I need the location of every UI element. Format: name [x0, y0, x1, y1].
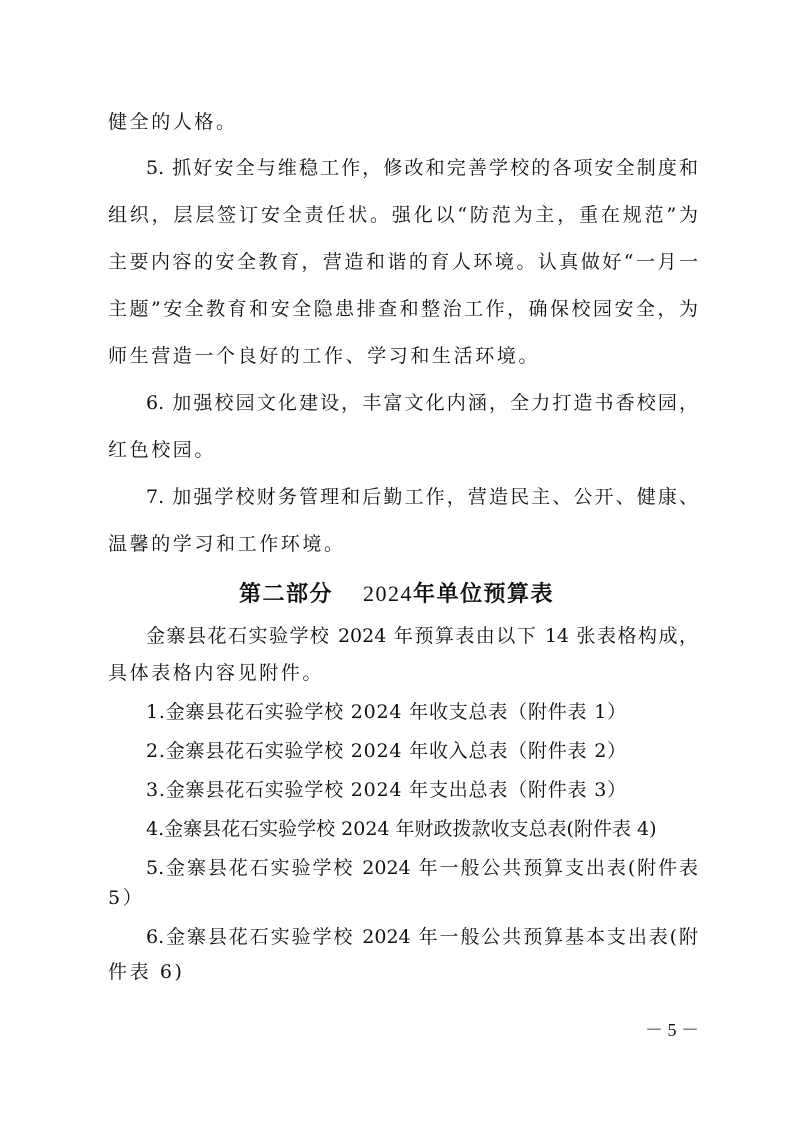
paragraph-line: 6. 加强校园文化建设，丰富文化内涵，全力打造书香校园， [146, 392, 698, 414]
page-number: － 5 － [645, 1020, 699, 1040]
list-item-continuation: 5） [108, 887, 145, 909]
section-heading-year: 2024 [363, 581, 413, 606]
paragraph-line: 健全的人格。 [108, 111, 238, 133]
list-item: 4.金寨县花石实验学校 2024 年财政拨款收支总表(附件表 4) [146, 818, 657, 840]
section-heading [0, 580, 793, 608]
section-heading-prefix: 第二部分 [238, 581, 333, 607]
list-item: 5.金寨县花石实验学校 2024 年一般公共预算支出表(附件表 [146, 857, 698, 879]
paragraph-line: 主题”安全教育和安全隐患排查和整治工作，确保校园安全，为 [108, 298, 698, 320]
paragraph-line: 5. 抓好安全与维稳工作，修改和完善学校的各项安全制度和 [146, 157, 698, 179]
list-item: 1.金寨县花石实验学校 2024 年收支总表（附件表 1） [146, 701, 627, 723]
paragraph-line: 红色校园。 [108, 439, 217, 461]
paragraph-line: 师生营造一个良好的工作、学习和生活环境。 [108, 345, 541, 367]
list-item-continuation: 件表 6) [108, 961, 185, 983]
paragraph-line: 组织，层层签订安全责任状。强化以“防范为主，重在规范”为 [108, 204, 698, 226]
intro-line: 具体表格内容见附件。 [108, 662, 325, 684]
list-item: 2.金寨县花石实验学校 2024 年收入总表（附件表 2） [146, 740, 627, 762]
paragraph-line: 温馨的学习和工作环境。 [108, 533, 346, 555]
list-item: 6.金寨县花石实验学校 2024 年一般公共预算基本支出表(附 [146, 926, 698, 948]
paragraph-line: 主要内容的安全教育，营造和谐的育人环境。认真做好“一月一 [108, 251, 698, 273]
section-heading-suffix: 年单位预算表 [413, 581, 555, 607]
intro-line: 金寨县花石实验学校 2024 年预算表由以下 14 张表格构成， [146, 625, 698, 647]
paragraph-line: 7. 加强学校财务管理和后勤工作，营造民主、公开、健康、 [146, 486, 698, 508]
list-item: 3.金寨县花石实验学校 2024 年支出总表（附件表 3） [146, 779, 627, 801]
